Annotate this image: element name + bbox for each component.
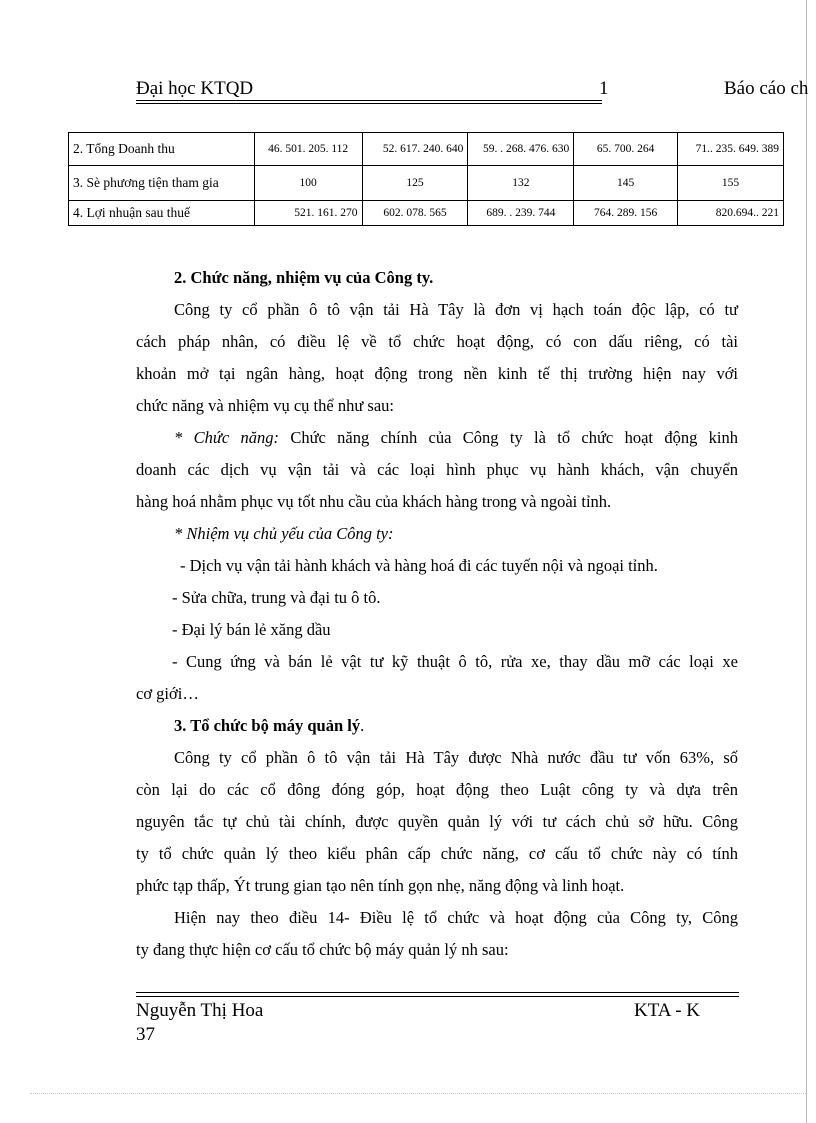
table-cell: 521. 161. 270 <box>254 201 362 226</box>
paragraph-line: ty tổ chức quản lý theo kiểu phân cấp chức năng, cơ cấu tổ chức này có tính <box>136 844 738 863</box>
table-row <box>69 166 784 201</box>
table-cell: 764. 289. 156 <box>574 201 678 226</box>
document-body <box>136 262 738 966</box>
section-3-heading-suffix: . <box>360 716 365 735</box>
table-cell: 689. . 239. 744 <box>468 201 574 226</box>
paragraph-line: nguyên tắc tự chủ tài chính, được quyền quản lý với tư cách chủ sở hữu. Công <box>136 812 738 831</box>
duty-item: - Dịch vụ vận tải hành khách và hàng hoá đi các tuyến nội và ngoại tỉnh. <box>180 556 658 575</box>
paragraph-line: Công ty cổ phần ô tô vận tải Hà Tây được Nhà nước đầu tư vốn 63%, số <box>174 748 738 767</box>
row-label: 3. Sè phương tiện tham gia <box>69 166 255 201</box>
table-row <box>69 201 784 226</box>
function-line <box>136 422 738 454</box>
page-bottom-edge <box>30 1093 806 1094</box>
table-cell: 145 <box>574 166 678 201</box>
paragraph-line: doanh các dịch vụ vận tải và các loại hình phục vụ hành khách, vận chuyển <box>136 460 738 479</box>
section-2-heading: 2. Chức năng, nhiệm vụ của Công ty. <box>174 268 434 287</box>
paragraph-line: khoản mở tại ngân hàng, hoạt động trong nền kinh tế thị trường hiện nay với <box>136 364 738 383</box>
table-cell: 46. 501. 205. 112 <box>254 133 362 166</box>
paragraph-line: Công ty cổ phần ô tô vận tải Hà Tây là đơn vị hạch toán độc lập, có tư <box>174 300 738 319</box>
paragraph-line: hàng hoá nhằm phục vụ tốt nhu cầu của khách hàng trong và ngoài tỉnh. <box>136 492 612 511</box>
table-cell: 71.. 235. 649. 389 <box>678 133 784 166</box>
duty-item-continued: cơ giới… <box>136 684 199 703</box>
duty-item: - Cung ứng và bán lẻ vật tư kỹ thuật ô tô, rửa xe, thay dầu mỡ các loại xe <box>172 652 738 671</box>
financial-table <box>68 132 784 226</box>
duty-item: - Đại lý bán lẻ xăng dầu <box>172 620 331 639</box>
footer-author: Nguyễn Thị Hoa <box>136 1000 264 1021</box>
function-label: * Chức năng: <box>174 428 279 447</box>
paragraph-line: cách pháp nhân, có điều lệ về tổ chức hoạt động, có con dấu riêng, có tài <box>136 332 738 351</box>
section-3-heading <box>136 710 738 742</box>
page-edge <box>806 0 807 1123</box>
paragraph-line: ty đang thực hiện cơ cấu tổ chức bộ máy quản lý nh sau: <box>136 940 509 959</box>
paragraph-line: Hiện nay theo điều 14- Điều lệ tổ chức và hoạt động của Công ty, Công <box>174 908 738 927</box>
header-rule <box>136 100 602 104</box>
table-cell: 100 <box>254 166 362 201</box>
table-cell: 65. 700. 264 <box>574 133 678 166</box>
table-cell: 602. 078. 565 <box>362 201 468 226</box>
row-label: 2. Tổng Doanh thu <box>69 133 255 166</box>
table-cell: 59. . 268. 476. 630 <box>468 133 574 166</box>
section-3-heading-text: 3. Tổ chức bộ máy quản lý <box>174 716 361 735</box>
header-report-title: Báo cáo ch <box>724 78 809 99</box>
function-text: Chức năng chính của Công ty là tổ chức hoạt động kinh <box>278 428 738 447</box>
paragraph-line: phức tạp thấp, Ýt trung gian tạo nên tính gọn nhẹ, năng động và linh hoạt. <box>136 876 625 895</box>
duties-label: * Nhiệm vụ chủ yếu của Công ty: <box>174 524 394 543</box>
footer-author-block <box>136 999 263 1047</box>
paragraph-line: còn lại do các cổ đông đóng góp, hoạt động theo Luật công ty và dựa trên <box>136 780 738 799</box>
table-cell: 125 <box>362 166 468 201</box>
table-cell: 155 <box>678 166 784 201</box>
table-cell: 820.694.. 221 <box>678 201 784 226</box>
duty-item: - Sửa chữa, trung và đại tu ô tô. <box>172 588 381 607</box>
header-university: Đại học KTQD <box>136 78 254 99</box>
table-row <box>69 133 784 166</box>
table-cell: 132 <box>468 166 574 201</box>
footer-page: 37 <box>136 1024 155 1045</box>
footer-rule <box>136 992 739 997</box>
header-page-number: 1 <box>599 78 609 99</box>
footer-class-code: KTA - K <box>634 1000 701 1021</box>
table-cell: 52. 617. 240. 640 <box>362 133 468 166</box>
row-label: 4. Lợi nhuận sau thuế <box>69 201 255 226</box>
paragraph-line: chức năng và nhiệm vụ cụ thể như sau: <box>136 396 394 415</box>
